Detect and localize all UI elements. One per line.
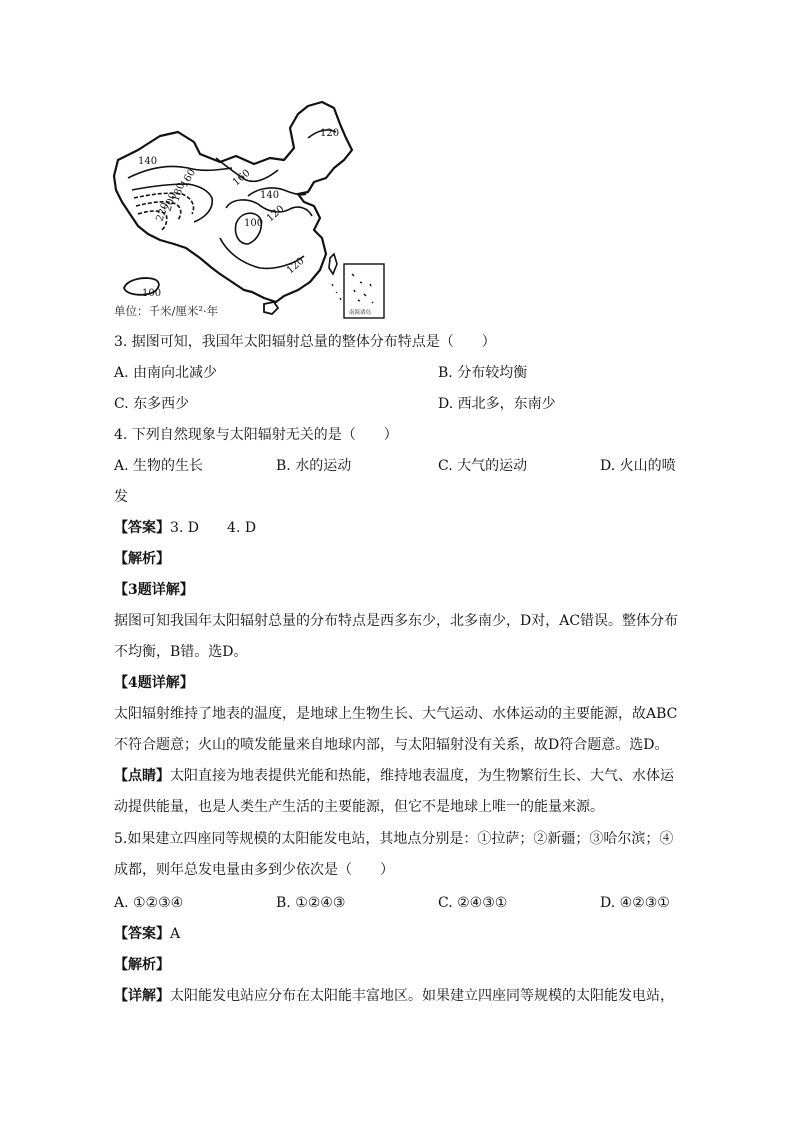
q3-option-d: D. 西北多，东南少 bbox=[438, 396, 556, 412]
china-contour-map bbox=[108, 98, 400, 326]
q4-option-b: B. 水的运动 bbox=[276, 458, 352, 474]
map-unit-label: 单位：千米/厘米²·年 bbox=[114, 304, 219, 318]
contour-140-west bbox=[128, 166, 232, 178]
analysis-heading-2: 【解析】 bbox=[114, 957, 170, 973]
taiwan-island bbox=[329, 254, 337, 274]
q4-stem: 4. 下列自然现象与太阳辐射无关的是（ ） bbox=[114, 427, 398, 443]
contour-label: 180 bbox=[170, 181, 188, 204]
contour-label: 100 bbox=[244, 218, 264, 229]
answer-5 bbox=[114, 924, 180, 944]
contour-label: 200 bbox=[162, 191, 180, 214]
contour-label: 100 bbox=[142, 288, 162, 299]
contour-label: 140 bbox=[138, 156, 158, 167]
q5-stem-line-2: 成都，则年总发电量由多到少依次是（ ） bbox=[114, 862, 394, 878]
solar-radiation-map bbox=[108, 98, 400, 326]
answer-tag: 【答案】 bbox=[114, 926, 170, 942]
detail-3-title: 【3题详解】 bbox=[114, 582, 194, 598]
answer-3-4 bbox=[114, 518, 256, 538]
q3-option-b: B. 分布较均衡 bbox=[438, 365, 528, 381]
contour-label: 160 bbox=[179, 167, 199, 190]
q5-stem-line-1: 5.如果建立四座同等规模的太阳能发电站，其地点分别是：①拉萨；②新疆；③哈尔滨；④ bbox=[114, 831, 674, 847]
q4-option-a: A. 生物的生长 bbox=[114, 458, 204, 474]
key-point-tag: 【点睛】 bbox=[114, 768, 170, 784]
key-point-line-2: 动提供能量，也是人类生产生活的主要能源，但它不是地球上唯一的能量来源。 bbox=[114, 799, 604, 815]
contour-label: 120 bbox=[320, 128, 340, 139]
contour-label: 120 bbox=[284, 255, 307, 277]
answer-text: A bbox=[170, 926, 181, 942]
hainan-island bbox=[264, 302, 278, 314]
q4-option-d-continued: 发 bbox=[114, 489, 128, 505]
q5-option-b: B. ①②④③ bbox=[276, 895, 346, 911]
detail-4-title: 【4题详解】 bbox=[114, 675, 194, 691]
q5-option-d: D. ④②③① bbox=[600, 895, 670, 911]
detail-3-line-2: 不均衡，B错。选D。 bbox=[114, 644, 248, 660]
coastal-islets bbox=[332, 284, 341, 300]
detail-3-line-1: 据图可知我国年太阳辐射总量的分布特点是西多东少，北多南少，D对，AC错误。整体分布 bbox=[114, 613, 679, 629]
contour-label: 220 bbox=[154, 201, 172, 224]
q5-option-c: C. ②④③① bbox=[438, 895, 508, 911]
contour-label: 140 bbox=[260, 190, 280, 201]
answer-text: 3. D 4. D bbox=[170, 520, 257, 536]
q3-stem: 3. 据图可知，我国年太阳辐射总量的整体分布特点是（ ） bbox=[114, 334, 496, 350]
detail-text: 太阳能发电站应分布在太阳能丰富地区。如果建立四座同等规模的太阳能发电站， bbox=[170, 988, 674, 1004]
q4-option-c: C. 大气的运动 bbox=[438, 458, 528, 474]
contour-label: 120 bbox=[264, 203, 287, 225]
q3-option-c: C. 东多西少 bbox=[114, 396, 190, 412]
key-point-line-1 bbox=[114, 766, 674, 786]
inset-islands bbox=[352, 274, 373, 303]
q3-option-a: A. 由南向北减少 bbox=[114, 365, 218, 381]
q5-option-a: A. ①②③④ bbox=[114, 895, 184, 911]
analysis-heading: 【解析】 bbox=[114, 551, 170, 567]
answer-tag: 【答案】 bbox=[114, 520, 170, 536]
detail-5-line bbox=[114, 986, 674, 1006]
detail-4-line-1: 太阳辐射维持了地表的温度，是地球上生物生长、大气运动、水体运动的主要能源，故ABC bbox=[114, 706, 678, 722]
contour-label: 160 bbox=[230, 167, 253, 189]
key-point-text: 太阳直接为地表提供光能和热能，维持地表温度，为生物繁衍生长、大气、水体运 bbox=[170, 768, 674, 784]
q4-option-d: D. 火山的喷 bbox=[600, 458, 676, 474]
detail-tag: 【详解】 bbox=[114, 988, 170, 1004]
detail-4-line-2: 不符合题意；火山的喷发能量来自地球内部，与太阳辐射没有关系，故D符合题意。选D。 bbox=[114, 737, 669, 753]
inset-label: 南海诸岛 bbox=[349, 310, 372, 316]
